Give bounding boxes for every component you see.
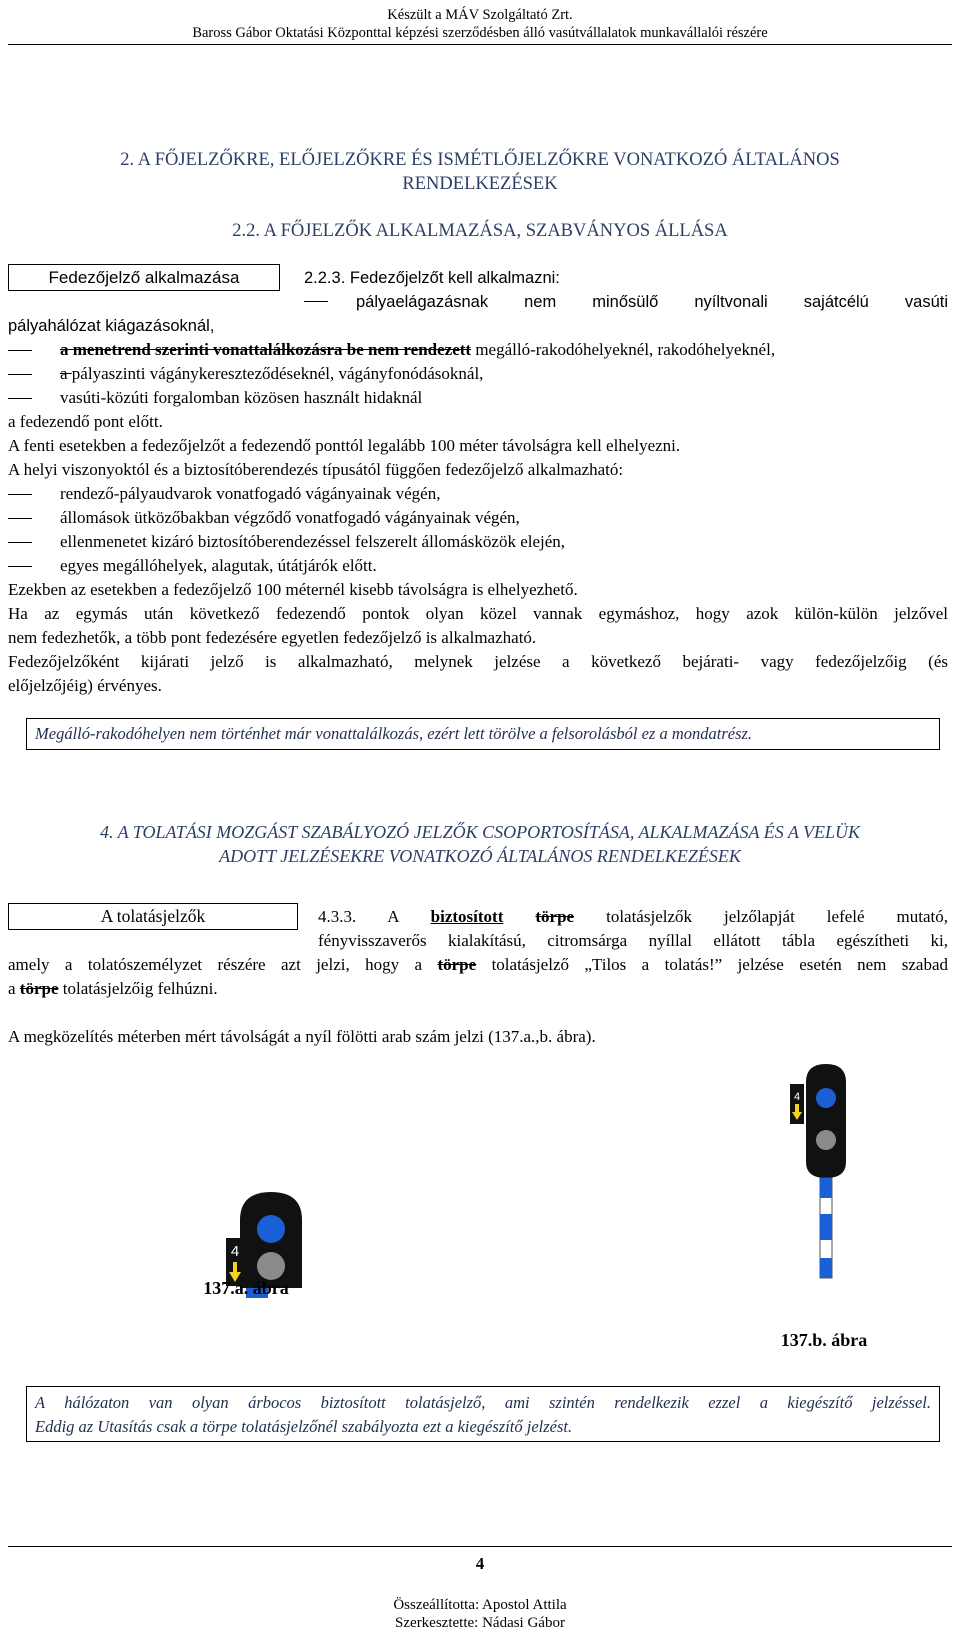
struck-text: a menetrend szerinti vonattalálkozásra be nem rendezett — [60, 340, 472, 359]
list-2-item — [8, 554, 948, 578]
section-2-subtitle: 2.2. A FŐJELZŐK ALKALMAZÁSA, SZABVÁNYOS ÁLLÁSA — [232, 221, 728, 241]
signal-mast — [820, 1178, 832, 1278]
rule-4-3-3-text-2: tolatásjelzők jelzőlapját lefelé mutató, — [606, 907, 949, 926]
list-item-1-continued: pályahálózat kiágazásoknál, — [8, 317, 215, 335]
rule-4-3-3-line-1 — [318, 905, 948, 929]
struck-text: törpe — [437, 955, 477, 974]
header-line-2: Baross Gábor Oktatási Központtal képzési szerződésben álló vasútvállalatok munkavállalói részére — [192, 25, 768, 41]
list-2-item — [8, 506, 948, 530]
paragraph-5-line-1: Ha az egymás után következő fedezendő pontok olyan közel vannak egymáshoz, hogy azok külön-külön jelzővel — [8, 604, 948, 623]
list-2-item-text: egyes megállóhelyek, alagutak, útátjárók előtt. — [60, 556, 377, 575]
mast-signal-drawing — [786, 1062, 846, 1280]
list-item-4-text: vasúti-közúti forgalomban közösen használt hidaknál — [60, 388, 423, 407]
list-item-4 — [8, 386, 948, 410]
struck-text: törpe — [19, 979, 59, 998]
footer-edited-by: Szerkesztette: Nádasi Gábor — [395, 1615, 565, 1631]
page-number: 4 — [475, 1554, 485, 1573]
paragraph-3: A helyi viszonyoktól és a biztosítóberendezés típusától függően fedezőjelző alkalmazható: — [8, 460, 624, 479]
signal-head — [806, 1064, 846, 1178]
struck-text: törpe — [535, 907, 575, 926]
rule-2-2-3-intro: 2.2.3. Fedezőjelzőt kell alkalmazni: — [304, 269, 560, 287]
list-item-1 — [304, 290, 948, 314]
list-2-item-text: állomások ütközőbakban végződő vonatfogadó vágányainak végén, — [60, 508, 520, 527]
margin-label-fedezojelzo: Fedezőjelző alkalmazása — [8, 264, 280, 291]
note-box-2 — [26, 1386, 940, 1442]
underlined-bold-text: biztosított — [430, 907, 504, 926]
dash-mark — [304, 301, 328, 302]
paragraph-7: A megközelítés méterben mért távolságát a nyíl fölötti arab szám jelzi (137.a.,b. ábra). — [8, 1027, 596, 1046]
paragraph-5-line-2: nem fedezhetők, a több pont fedezésére egyetlen fedezőjelző is alkalmazható. — [8, 628, 537, 647]
section-4-title-line-1: 4. A TOLATÁSI MOZGÁST SZABÁLYOZÓ JELZŐK CSOPORTOSÍTÁSA, ALKALMAZÁSA ÉS A VELÜK — [99, 822, 861, 842]
header-rule — [8, 44, 952, 45]
line-4-text-b: tolatásjelzőig felhúzni. — [62, 979, 218, 998]
section-4-title-line-2: ADOTT JELZÉSEKRE VONATKOZÓ ÁLTALÁNOS RENDELKEZÉSEK — [219, 846, 741, 866]
list-item-3 — [8, 362, 948, 386]
blue-lamp — [816, 1088, 836, 1108]
paragraph-2: A fenti esetekben a fedezőjelzőt a fedezendő ponttól legalább 100 méter távolságra kell elhelyezni. — [8, 436, 681, 455]
list-item-2-text: megálló-rakodóhelyeknél, rakodóhelyeknél, — [471, 340, 776, 359]
paragraph-6-line-2: előjelzőjéig) érvényes. — [8, 676, 162, 695]
line-4-text-a: a — [8, 979, 16, 998]
paragraph-1: a fedezendő pont előtt. — [8, 412, 163, 431]
list-item-3-text: pályaszinti vágánykereszteződéseknél, vágányfonódásoknál, — [71, 364, 484, 383]
rule-4-3-3-line-3 — [8, 953, 948, 977]
grey-lamp — [816, 1130, 836, 1150]
caption-137b: 137.b. ábra — [780, 1330, 868, 1350]
footer-compiled-by: Összeállította: Apostol Attila — [393, 1597, 567, 1613]
list-2-item-text: rendező-pályaudvarok vonatfogadó vágányainak végén, — [60, 484, 441, 503]
dash-mark — [8, 542, 32, 543]
caption-137a: 137.a. ábra — [203, 1278, 289, 1298]
struck-text: a — [60, 364, 72, 383]
list-2-item-text: ellenmenetet kizáró biztosítóberendezéssel felszerelt állomásközök elején, — [60, 532, 566, 551]
grey-lamp — [257, 1252, 285, 1280]
section-2-title-line-1: 2. A FŐJELZŐKRE, ELŐJELZŐKRE ÉS ISMÉTLŐJELZŐKRE VONATKOZÓ ÁLTALÁNOS — [120, 150, 840, 170]
dash-mark — [8, 494, 32, 495]
dash-mark — [8, 518, 32, 519]
note-2-line-1: A hálózaton van olyan árbocos biztosított tolatásjelző, ami szintén rendelkezik ezzel a kiegészítő jelzéssel. — [35, 1393, 931, 1412]
section-2-title-line-2: RENDELKEZÉSEK — [402, 174, 558, 194]
dash-mark — [8, 566, 32, 567]
paragraph-4: Ezekben az esetekben a fedezőjelző 100 méternél kisebb távolságra is elhelyezhető. — [8, 580, 578, 599]
list-2-item — [8, 530, 948, 554]
rule-4-3-3-line-4 — [8, 977, 948, 1001]
distance-number: 4 — [230, 1243, 240, 1260]
margin-label-tolatasjelzok: A tolatásjelzők — [8, 903, 298, 930]
line-3-text-b: tolatásjelző „Tilos a tolatás!” jelzése esetén nem szabad — [491, 955, 949, 974]
dash-mark — [8, 350, 32, 351]
list-item-1-text-a: pályaelágazásnak nem minősülő nyíltvonali sajátcélú vasúti — [356, 293, 948, 311]
rule-4-3-3-text: 4.3.3. A — [318, 907, 399, 926]
line-3-text-a: amely a tolatószemélyzet részére azt jelzi, hogy a — [8, 955, 423, 974]
footer-rule — [8, 1546, 952, 1547]
dash-mark — [8, 398, 32, 399]
figure-137b-mast-signal — [786, 1062, 846, 1280]
list-item-2 — [8, 338, 948, 362]
blue-lamp — [257, 1215, 285, 1243]
header-line-1: Készült a MÁV Szolgáltató Zrt. — [387, 7, 573, 23]
rule-4-3-3-line-2: fényvisszaverős kialakítású, citromsárga nyíllal ellátott tábla egészítheti ki, — [318, 931, 948, 950]
paragraph-6-line-1: Fedezőjelzőként kijárati jelző is alkalmazható, melynek jelzése a következő bejárati- vagy fedezőjelzőig (és — [8, 652, 948, 671]
dash-mark — [8, 374, 32, 375]
list-2-item — [8, 482, 948, 506]
note-box-1: Megálló-rakodóhelyen nem történhet már vonattalálkozás, ezért lett törölve a felsorolásból ez a mondatrész. — [26, 718, 940, 750]
distance-number: 4 — [793, 1091, 801, 1103]
note-2-line-2: Eddig az Utasítás csak a törpe tolatásjelzőnél szabályozta ezt a kiegészítő jelzést. — [35, 1417, 573, 1436]
